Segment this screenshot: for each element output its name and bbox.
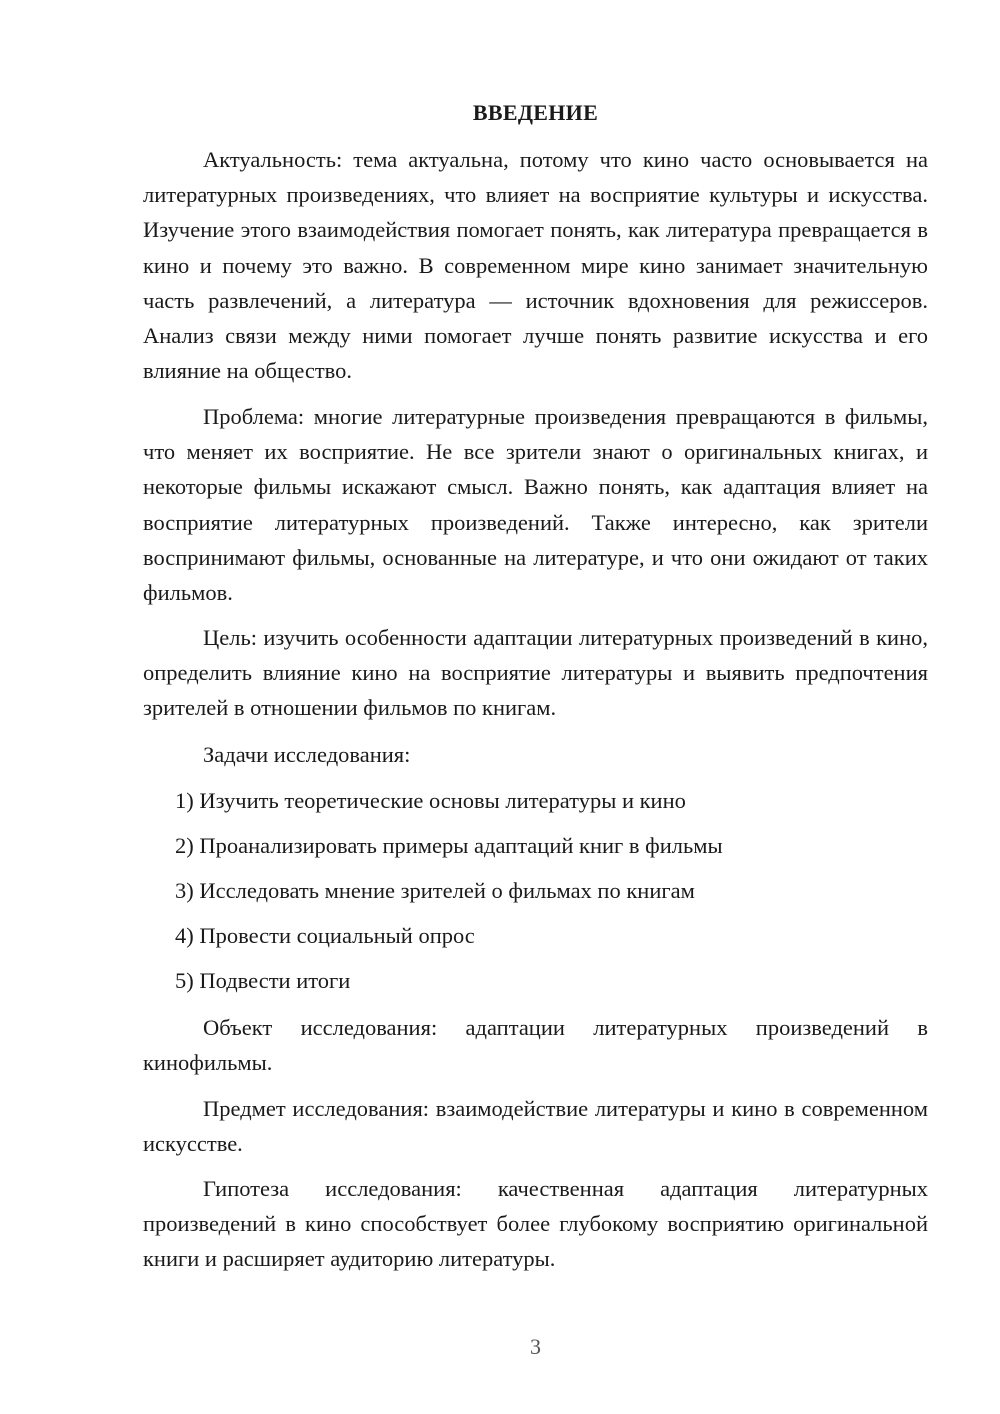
- section-title: ВВЕДЕНИЕ: [472, 100, 599, 125]
- paragraph-relevance: Актуальность: тема актуальна, потому что кино часто основывается на литературных произведениях, что влияет на восприятие культуры и искусства. Изучение этого взаимодействия помогает понять, как литература превращается в кино и почему это важно. В современном мире кино занимает значительную часть развлечений, а литература — источник вдохновения для режиссеров. Анализ связи между ними помогает лучше понять развитие искусства и его влияние на общество.: [143, 147, 928, 384]
- task-list-item: 3) Исследовать мнение зрителей о фильмах по книгам: [175, 878, 695, 903]
- tasks-heading: Задачи исследования:: [203, 742, 411, 767]
- task-list-item: 5) Подвести итоги: [175, 968, 351, 993]
- task-list-item: 4) Провести социальный опрос: [175, 923, 475, 948]
- paragraph-object: Объект исследования: адаптации литературных произведений в кинофильмы.: [143, 1015, 928, 1076]
- paragraph-problem: Проблема: многие литературные произведения превращаются в фильмы, что меняет их восприятие. Не все зрители знают о оригинальных книгах, и некоторые фильмы искажают смысл. Важно понять, как адаптация влияет на восприятие литературных произведений. Также интересно, как зрители воспринимают фильмы, основанные на литературе, и что они ожидают от таких фильмов.: [143, 404, 928, 606]
- paragraph-subject: Предмет исследования: взаимодействие литературы и кино в современном искусстве.: [143, 1096, 928, 1157]
- paragraph-goal: Цель: изучить особенности адаптации литературных произведений в кино, определить влияние кино на восприятие литературы и выявить предпочтения зрителей в отношении фильмов по книгам.: [143, 625, 928, 721]
- task-list-item: 2) Проанализировать примеры адаптаций книг в фильмы: [175, 833, 723, 858]
- task-list-item: 1) Изучить теоретические основы литературы и кино: [175, 788, 686, 813]
- page-number: 3: [530, 1334, 541, 1359]
- paragraph-hypothesis: Гипотеза исследования: качественная адаптация литературных произведений в кино способствует более глубокому восприятию оригинальной книги и расширяет аудиторию литературы.: [143, 1176, 928, 1272]
- document-page: [143, 0, 928, 1414]
